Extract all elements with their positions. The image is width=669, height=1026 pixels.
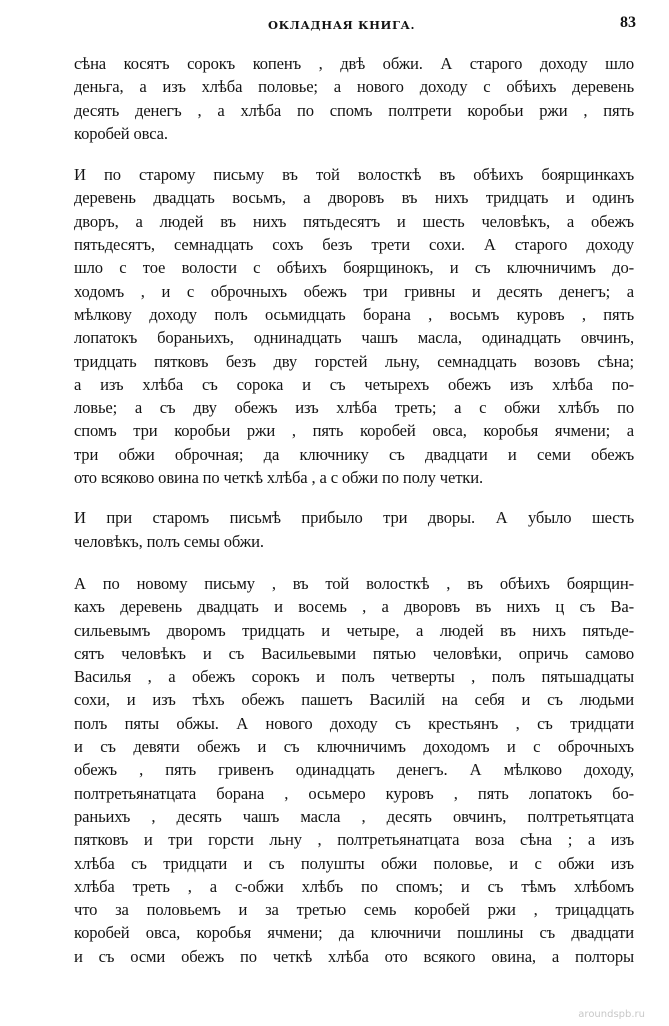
text-line: пятьдесятъ, семнадцать сохъ безъ трети сохи. А старого доходу <box>74 235 634 255</box>
text-line: хлѣба съ тридцати и съ полушты обжи половье, и с обжи изъ <box>74 853 634 873</box>
text-line: лопатокъ бораньихъ, однинадцать чашъ масла, одинадцать овчинъ, <box>74 328 634 348</box>
text-line: И при старомъ письмѣ прибыло три дворы. А убыло шесть <box>74 508 634 528</box>
text-line: хлѣба треть , а с-обжи хлѣбъ по спомъ; и съ тѣмъ хлѣбомъ <box>74 876 634 896</box>
text-line: И по старому письму въ той волосткѣ въ обѣихъ боярщинкахъ <box>74 165 634 185</box>
paragraph-gap <box>74 145 634 163</box>
paragraph-1 <box>74 52 634 145</box>
body-text <box>74 52 634 968</box>
text-line: шло с тое волости с обѣихъ боярщинокъ, и съ ключничимъ до- <box>74 258 634 278</box>
paragraph-2 <box>74 163 634 489</box>
paragraph-4 <box>74 572 634 968</box>
text-line: А по новому письму , въ той волосткѣ , въ обѣихъ боярщин- <box>74 573 634 593</box>
text-line: ловье; а съ дву обежъ изъ хлѣба треть; а с обжи хлѣбъ по <box>74 398 634 418</box>
text-line: человѣкъ, полъ семы обжи. <box>74 531 264 551</box>
text-line: мѣлкову доходу полъ осьмидцать борана , восьмъ куровъ , пять <box>74 304 634 324</box>
text-line: полъ пяты обжы. А нового доходу съ крестьянъ , съ тридцати <box>74 713 634 733</box>
text-line: сѣна косятъ сорокъ копенъ , двѣ обжи. А старого доходу шло <box>74 54 634 73</box>
paragraph-gap <box>74 489 634 506</box>
text-line: коробей овса. <box>74 123 168 143</box>
text-line: сохи, и изъ тѣхъ обежъ пашетъ Василій на себя и съ людьми <box>74 690 634 710</box>
text-line: тридцать пятковъ безъ дву горстей льну, семнадцать возовъ сѣна; <box>74 351 634 371</box>
text-line: сильевымъ дворомъ тридцать и четыре, а людей въ нихъ пятьде- <box>74 620 634 640</box>
text-line: кахъ деревень двадцать и восемь , а дворовъ въ нихъ ц съ Ва- <box>74 597 634 617</box>
text-line: обежъ , пять гривенъ одинадцать денегъ. А мѣлково доходу, <box>74 760 634 780</box>
text-line: полтретьянатцата борана , осьмеро куровъ , пять лопатокъ бо- <box>74 783 634 803</box>
text-line: спомъ три коробьи ржи , пять коробей овса, коробья ячмени; а <box>74 421 634 441</box>
running-head <box>0 14 669 40</box>
text-line: и съ девяти обежъ и съ ключничимъ доходомъ и с оброчныхъ <box>74 737 634 757</box>
text-line: Василья , а обежъ сорокъ и полъ четверты , полъ пятьшадцаты <box>74 667 634 687</box>
text-line: ходомъ , и с оброчныхъ обежъ три гривны и десять денегъ; а <box>74 281 634 301</box>
text-line: и съ осми обежъ по четкѣ хлѣба ото всякого овина, а полторы <box>74 946 634 966</box>
text-line: деньга, а изъ хлѣба половье; а нового доходу с обѣихъ деревень <box>74 77 634 97</box>
paragraph-gap <box>74 553 634 572</box>
text-line: коробей овса, коробья ячмени; да ключничи пошлины съ двадцати <box>74 923 634 943</box>
paragraph-3 <box>74 506 634 553</box>
running-title: ОКЛАДНАЯ КНИГА. <box>268 18 416 32</box>
text-line: пятковъ и три горсти льну , полтретьянатцата воза сѣна ; а изъ <box>74 830 634 850</box>
page-number: 83 <box>620 14 636 31</box>
text-line: раньихъ , десять чашъ масла , десять овчинъ, полтретьятцата <box>74 806 634 826</box>
watermark: aroundspb.ru <box>578 1009 645 1020</box>
text-line: сятъ человѣкъ и съ Васильевыми пятью человѣки, опричь самово <box>74 643 634 663</box>
text-line: а изъ хлѣба съ сорока и съ четырехъ обежъ изъ хлѣба по- <box>74 374 634 394</box>
text-line: что за половьемъ и за третью семь коробей ржи , трицадцать <box>74 900 634 920</box>
text-line: десять денегъ , а хлѣба по спомъ полтрети коробьи ржи , пять <box>74 100 634 120</box>
text-line: ото всяково овина по четкѣ хлѣба , а с обжи по полу четки. <box>74 468 483 488</box>
text-line: три обжи оброчная; да ключнику съ двадцати и семи обежъ <box>74 444 634 464</box>
text-line: дворъ, а людей въ нихъ пятьдесятъ и шесть человѣкъ, а обежъ <box>74 211 634 231</box>
text-line: деревень двадцать восьмъ, а дворовъ въ нихъ тридцать и одинъ <box>74 188 634 208</box>
